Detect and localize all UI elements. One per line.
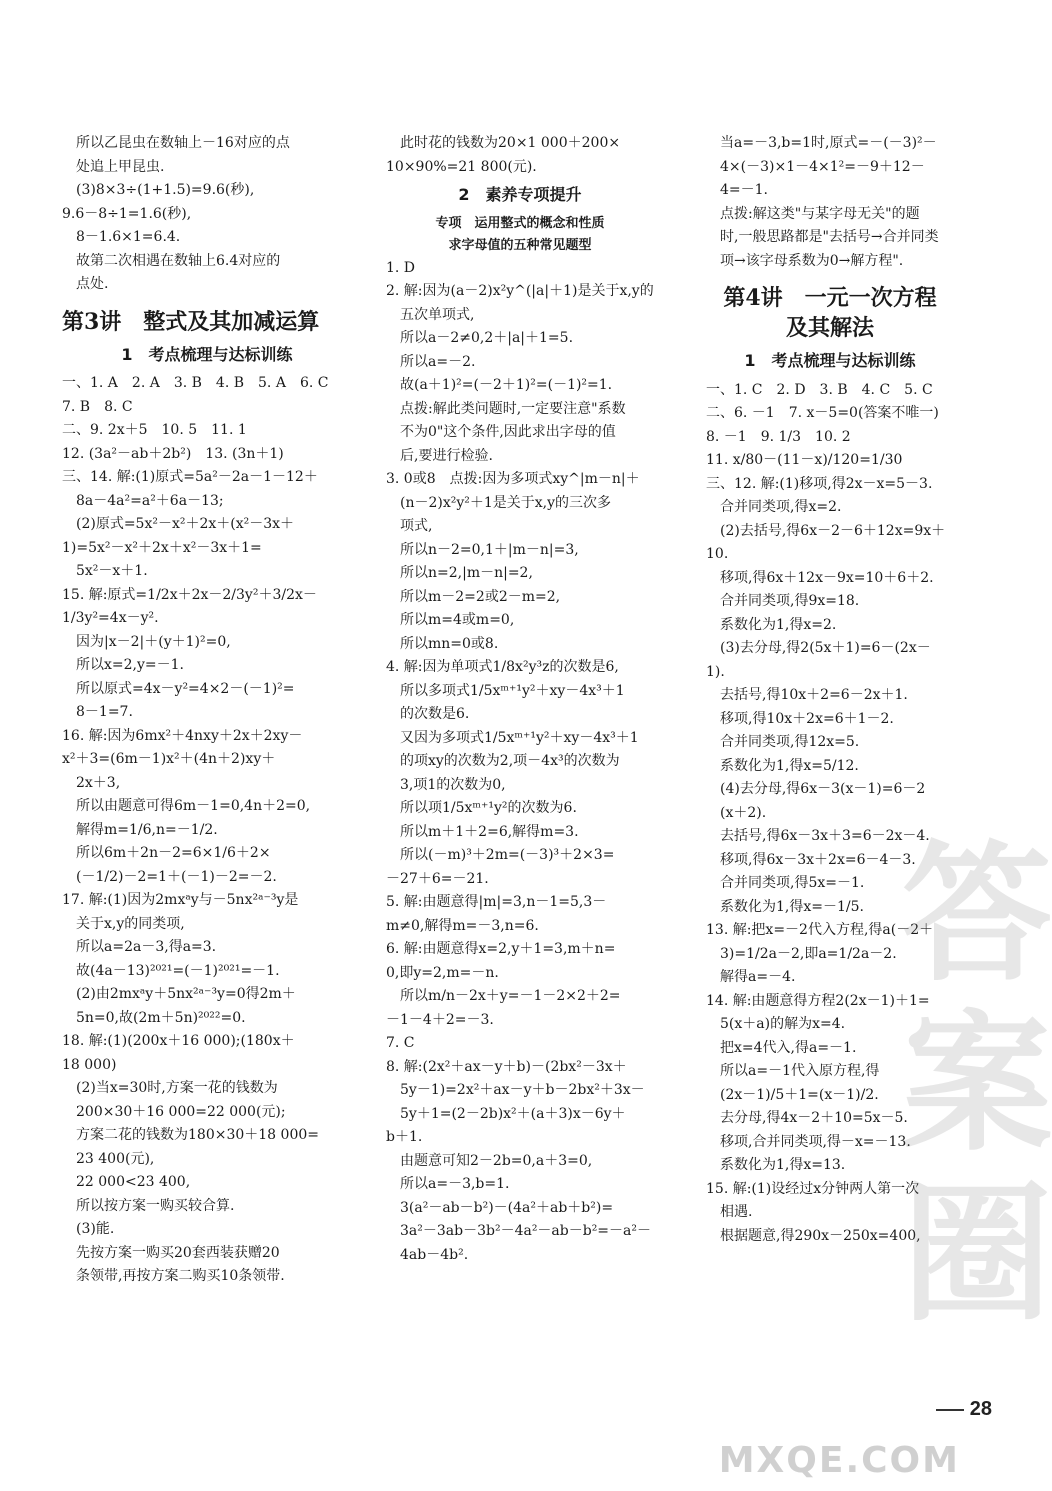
text-line: 5(x＋a)的解为x=4. xyxy=(720,1016,846,1032)
text-line: (2)当x=30时,方案一花的钱数为 xyxy=(76,1080,278,1096)
text-line: 所以m－2=2或2－m=2, xyxy=(400,588,561,605)
text-line: (n－2)x²y²＋1是关于x,y的三次多 xyxy=(400,494,612,511)
column-middle xyxy=(386,132,654,1267)
text-line: (－1/2)－2=1＋(－1)－2=－2. xyxy=(76,868,277,885)
text-line: (3)8×3÷(1+1.5)=9.6(秒), xyxy=(76,182,255,198)
text-line: 点拨:解此类问题时,一定要注意"系数 xyxy=(400,400,626,417)
text-line: 11. x/80－(11－x)/120=1/30 xyxy=(706,452,903,468)
text-line: 系数化为1,得x=5/12. xyxy=(720,757,859,774)
text-line: 所以x=2,y=－1. xyxy=(76,657,184,673)
text-line: 三、14. 解:(1)原式=5a²－2a－1－12＋ xyxy=(62,469,318,485)
lecture-4-title-line1: 第4讲 一元一次方程 xyxy=(723,285,937,311)
text-line: 14. 解:由题意得方程2(2x－1)＋1= xyxy=(706,992,930,1009)
text-line: 8. －1 9. 1/3 10. 2 xyxy=(706,428,851,445)
text-line: 后,要进行检验. xyxy=(400,447,493,464)
text-line: 8－1.6×1=6.4. xyxy=(76,229,181,245)
text-line: 所以项1/5xᵐ⁺¹y²的次数为6. xyxy=(400,800,577,816)
text-line: 所以n－2=0,1＋|m－n|=3, xyxy=(400,541,579,558)
text-line: 1). xyxy=(706,663,725,680)
text-line: 22 000<23 400, xyxy=(76,1174,191,1190)
text-line: 项式, xyxy=(400,518,433,534)
text-line: 3. 0或8 点拨:因为多项式xy^|m－n|＋ xyxy=(386,471,640,487)
text-line: 所以按方案一购买较合算. xyxy=(76,1197,235,1214)
text-line: 2x＋3, xyxy=(76,774,121,791)
text-line: 9.6－8÷1=1.6(秒), xyxy=(62,205,192,222)
col1-intro xyxy=(62,132,352,297)
text-line: 1/3y²=4x－y². xyxy=(62,610,159,626)
text-line: 0,即y=2,m=－n. xyxy=(386,964,499,981)
text-line: 二、6. －1 7. x－5=0(答案不唯一) xyxy=(706,405,939,421)
text-line: 一、1. A 2. A 3. B 4. B 5. A 6. C xyxy=(62,375,329,391)
text-line: (4)去分母,得6x－3(x－1)=6－2 xyxy=(720,781,926,797)
text-line: b＋1. xyxy=(386,1129,423,1145)
text-line: 所以6m＋2n－2=6×1/6＋2× xyxy=(76,845,271,861)
lecture-3-title: 第3讲 整式及其加减运算 xyxy=(62,308,320,335)
text-line: (2)去括号,得6x－2－6＋12x=9x＋ xyxy=(720,522,946,539)
text-line: 3,项1的次数为0, xyxy=(400,776,506,793)
text-line: 4=－1. xyxy=(720,182,768,198)
col2-section-title: 2 素养专项提升 xyxy=(458,185,582,204)
text-line: 二、9. 2x＋5 10. 5 11. 1 xyxy=(62,422,247,438)
text-line: 把x=4代入,得a=－1. xyxy=(720,1039,857,1056)
text-line: 移项,得6x－3x＋2x=6－4－3. xyxy=(720,851,916,868)
text-line: (3)去分母,得2(5x＋1)=6－(2x－ xyxy=(720,640,931,656)
text-line: 去括号,得10x＋2=6－2x＋1. xyxy=(720,687,908,703)
text-line: 故(a＋1)²=(－2＋1)²=(－1)²=1. xyxy=(400,377,613,393)
text-line: 3)=1/2a－2,即a=1/2a－2. xyxy=(720,945,897,962)
text-line: 系数化为1,得x=－1/5. xyxy=(720,898,864,915)
lecture-4-title-line2: 及其解法 xyxy=(785,315,874,341)
text-line: (2)原式=5x²－x²＋2x＋(x²－3x＋ xyxy=(76,516,295,532)
text-line: 合并同类项,得12x=5. xyxy=(720,734,860,750)
text-line: 由题意可知2－2b=0,a＋3=0, xyxy=(400,1152,593,1169)
text-line: 解得m=1/6,n=－1/2. xyxy=(76,821,218,838)
text-line: 4. 解:因为单项式1/8x²y³z的次数是6, xyxy=(386,659,619,675)
text-line: －1－4＋2=－3. xyxy=(386,1011,494,1028)
text-line: 3a²－3ab－3b²－4a²－ab－b²=－a²－ xyxy=(400,1223,652,1239)
text-line: 4ab－4b². xyxy=(400,1246,469,1263)
text-line: 系数化为1,得x=2. xyxy=(720,616,837,633)
text-line: 方案二花的钱数为180×30＋18 000= xyxy=(76,1127,319,1143)
text-line: 移项,得6x＋12x－9x=10＋6＋2. xyxy=(720,569,934,586)
text-line: m≠0,解得m=－3,n=6. xyxy=(386,917,539,934)
text-line: 先按方案一购买20套西装获赠20 xyxy=(76,1244,280,1261)
text-line: 合并同类项,得x=2. xyxy=(720,499,842,515)
text-line: 所以m/n－2x＋y=－1－2×2＋2= xyxy=(400,988,621,1004)
text-line: 所以a=－1代入原方程,得 xyxy=(720,1063,880,1079)
text-line: (2)由2mxᵃy＋5nx²ᵃ⁻³y=0得2m＋ xyxy=(76,986,296,1002)
text-line: x²＋3=(6m－1)x²＋(4n＋2)xy＋ xyxy=(62,751,276,767)
text-line: 所以由题意可得6m－1=0,4n＋2=0, xyxy=(76,798,311,814)
text-line: (x＋2). xyxy=(720,804,767,821)
text-line: 所以多项式1/5xᵐ⁺¹y²＋xy－4x³＋1 xyxy=(400,682,625,699)
text-line: 所以乙昆虫在数轴上－16对应的点 xyxy=(76,135,290,151)
text-line: 所以m=4或m=0, xyxy=(400,612,515,628)
text-line: 1. D xyxy=(386,259,416,276)
text-line: 一、1. C 2. D 3. B 4. C 5. C xyxy=(706,381,933,398)
text-line: 5x²－x＋1. xyxy=(76,563,148,579)
text-line: 相遇. xyxy=(720,1204,753,1220)
text-line: 去括号,得6x－3x＋3=6－2x－4. xyxy=(720,828,930,844)
text-line: 故第二次相遇在数轴上6.4对应的 xyxy=(76,252,281,269)
text-line: 五次单项式, xyxy=(400,306,475,323)
topic-line-1: 专项 运用整式的概念和性质 xyxy=(435,215,605,231)
column-left xyxy=(62,132,352,1289)
text-line: 解得a=－4. xyxy=(720,969,796,985)
text-line: 因为|x－2|＋(y＋1)²=0, xyxy=(76,633,231,650)
text-line: 15. 解:原式=1/2x＋2x－2/3y²＋3/2x－ xyxy=(62,586,317,603)
text-line: 合并同类项,得5x=－1. xyxy=(720,875,865,891)
text-line: 移项,得10x＋2x=6＋1－2. xyxy=(720,710,894,727)
text-line: 所以(－m)³＋2m=(－3)³＋2×3= xyxy=(400,847,615,863)
col2-intro xyxy=(386,132,654,179)
text-line: 15. 解:(1)设经过x分钟两人第一次 xyxy=(706,1180,920,1197)
text-line: (3)能. xyxy=(76,1221,115,1237)
text-line: 18 000) xyxy=(62,1056,117,1073)
text-line: 16. 解:因为6mx²＋4nxy＋2x＋2xy－ xyxy=(62,727,303,744)
text-line: 8－1=7. xyxy=(76,704,133,720)
text-line: 18. 解:(1)(200x＋16 000);(180x＋ xyxy=(62,1033,295,1049)
text-line: 又因为多项式1/5xᵐ⁺¹y²＋xy－4x³＋1 xyxy=(400,729,639,746)
text-line: 5n=0,故(2m＋5n)²⁰²²=0. xyxy=(76,1009,246,1026)
col3-intro xyxy=(706,132,954,273)
text-line: 所以mn=0或8. xyxy=(400,635,499,652)
page-number: 28 xyxy=(936,1398,992,1421)
text-line: 的项xy的次数为2,项－4x³的次数为 xyxy=(400,753,620,769)
text-line: 移项,合并同类项,得－x=－13. xyxy=(720,1133,911,1150)
text-line: 5. 解:由题意得|m|=3,n－1=5,3－ xyxy=(386,894,607,910)
text-line: 8. 解:(2x²＋ax－y＋b)－(2bx²－3x＋ xyxy=(386,1058,627,1075)
text-line: 故(4a－13)²⁰²¹=(－1)²⁰²¹=－1. xyxy=(76,962,280,979)
text-line: 根据题意,得290x－250x=400, xyxy=(720,1227,921,1244)
text-line: 所以a=－3,b=1. xyxy=(400,1176,510,1192)
text-line: 8a－4a²=a²＋6a－13; xyxy=(76,492,224,509)
text-line: 项→该字母系数为0→解方程". xyxy=(720,252,904,269)
column-right xyxy=(706,132,954,1248)
text-line: 10. xyxy=(706,546,729,562)
lecture-4-title xyxy=(706,283,954,343)
watermark-domain: MXQE.COM xyxy=(718,1440,960,1481)
text-line: 去分母,得4x－2＋10=5x－5. xyxy=(720,1110,908,1126)
text-line: 所以m＋1＋2=6,解得m=3. xyxy=(400,823,579,840)
text-line: 1)=5x²－x²＋2x＋x²－3x＋1= xyxy=(62,539,262,556)
text-line: －27＋6=－21. xyxy=(386,870,489,887)
text-line: 4×(－3)×1－4×1²=－9＋12－ xyxy=(720,158,925,175)
text-line: 点处. xyxy=(76,276,109,292)
text-line: 6. 解:由题意得x=2,y＋1=3,m＋n= xyxy=(386,941,616,957)
text-line: 10×90%=21 800(元). xyxy=(386,158,537,175)
text-line: 13. 解:把x=－2代入方程,得a(－2＋ xyxy=(706,922,934,938)
text-line: 23 400(元), xyxy=(76,1150,155,1167)
text-line: 三、12. 解:(1)移项,得2x－x=5－3. xyxy=(706,475,933,492)
text-line: 2. 解:因为(a－2)x²y^(|a|＋1)是关于x,y的 xyxy=(386,283,654,299)
text-line: 所以n=2,|m－n|=2, xyxy=(400,565,533,581)
text-line: 关于x,y的同类项, xyxy=(76,915,185,932)
col3-section-title: 1 考点梳理与达标训练 xyxy=(744,351,916,370)
col2-body xyxy=(386,257,654,1268)
text-line: 所以a=－2. xyxy=(400,353,476,370)
text-line: 12. (3a²－ab＋2b²) 13. (3n＋1) xyxy=(62,445,284,462)
text-line: 7. B 8. C xyxy=(62,398,133,415)
text-line: 200×30＋16 000=22 000(元); xyxy=(76,1103,286,1120)
text-line: 点拨:解这类"与某字母无关"的题 xyxy=(720,205,920,222)
text-line: 不为0"这个条件,因此求出字母的值 xyxy=(400,424,616,440)
text-line: (2x－1)/5＋1=(x－1)/2. xyxy=(720,1086,879,1103)
text-line: 17. 解:(1)因为2mxᵃy与－5nx²ᵃ⁻³y是 xyxy=(62,892,299,908)
col1-body xyxy=(62,372,352,1289)
watermark-text: 答案圈 xyxy=(902,828,1052,1342)
col3-body xyxy=(706,379,954,1249)
text-line: 所以原式=4x－y²=4×2－(－1)²= xyxy=(76,680,295,697)
text-line: 处追上甲昆虫. xyxy=(76,158,165,175)
text-line: 的次数是6. xyxy=(400,706,470,722)
topic-line-2: 求字母值的五种常见题型 xyxy=(448,237,592,253)
text-line: 时,一般思路都是"去括号→合并同类 xyxy=(720,229,939,245)
text-line: 此时花的钱数为20×1 000＋200× xyxy=(400,135,621,151)
text-line: 5y－1)=2x²＋ax－y＋b－2bx²＋3x－ xyxy=(400,1082,645,1098)
text-line: 系数化为1,得x=13. xyxy=(720,1157,846,1173)
text-line: 7. C xyxy=(386,1035,415,1051)
text-line: 合并同类项,得9x=18. xyxy=(720,593,860,609)
text-line: 当a=－3,b=1时,原式=－(－3)²－ xyxy=(720,135,937,151)
text-line: 所以a=2a－3,得a=3. xyxy=(76,939,217,955)
text-line: 3(a²－ab－b²)－(4a²＋ab＋b²)= xyxy=(400,1199,614,1216)
text-line: 条领带,再按方案二购买10条领带. xyxy=(76,1268,285,1284)
col1-section-title: 1 考点梳理与达标训练 xyxy=(121,344,293,364)
text-line: 所以a－2≠0,2＋|a|＋1=5. xyxy=(400,330,574,346)
text-line: 5y＋1=(2－2b)x²＋(a＋3)x－6y＋ xyxy=(400,1105,626,1122)
